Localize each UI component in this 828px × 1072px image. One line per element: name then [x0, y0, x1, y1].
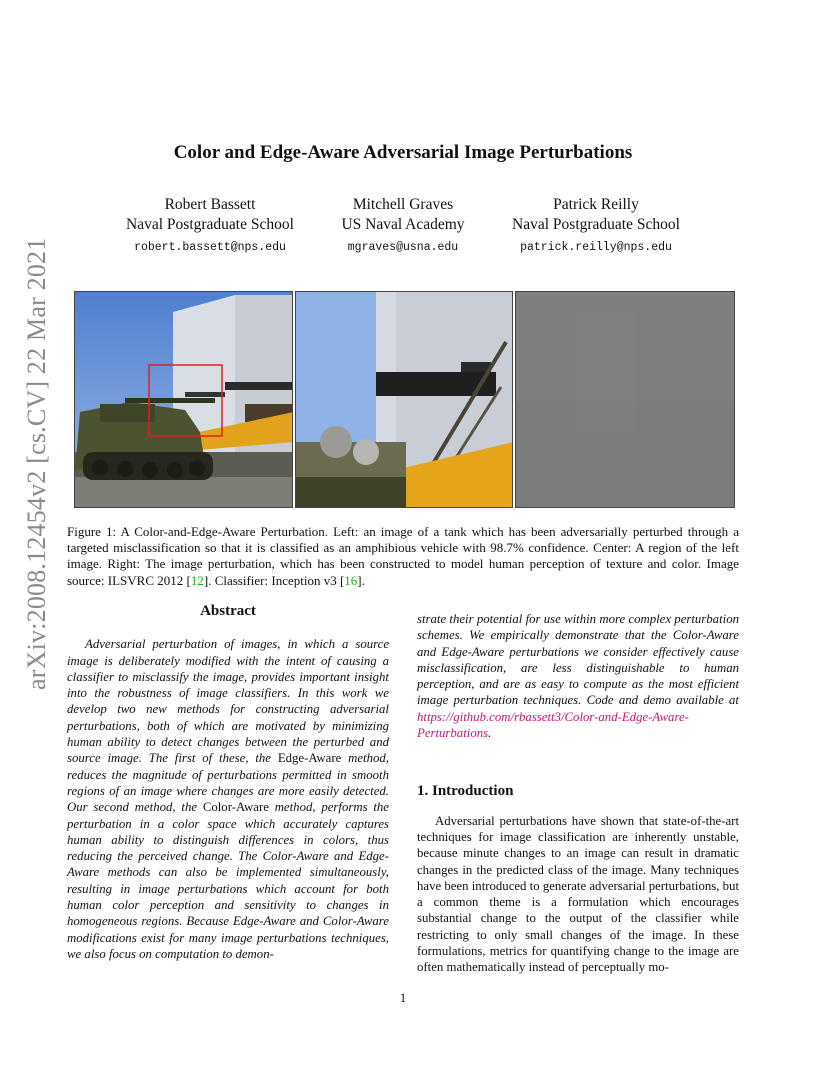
abstract-part: method, reduces the magnitude of perturbations permitted in smooth regions of an image where changes are more easily detected. Our second method, the: [67, 751, 389, 815]
citation-link[interactable]: 16: [344, 572, 358, 588]
code-link[interactable]: https://github.com/rbassett3/Color-and-Edge-Aware-Perturbations: [417, 709, 689, 741]
author-name: Robert Bassett: [164, 196, 256, 213]
author-1: [110, 195, 310, 258]
term-edge-aware: Edge-Aware: [277, 751, 342, 766]
caption-text: ]. Classifier: Inception v3 [: [203, 572, 345, 588]
arxiv-stamp: arXiv:2008.12454v2 [cs.CV] 22 Mar 2021: [22, 237, 51, 690]
author-name: Patrick Reilly: [553, 196, 639, 213]
author-3: [496, 195, 696, 258]
introduction-text: Adversarial perturbations have shown that state-of-the-art techniques for image classification are inherently unstable, because minute changes to an image can result in dramatic changes in the predicted class of the image. Many techniques have been introduced to generate adversarial perturbations, but a common theme is a formulation which encourages substantial change to the output of the classifier while restricting to only small changes of the image. In these formulations, metrics for quantifying change to the image are often mathematically instead of perceptually mo-: [417, 813, 739, 975]
author-affiliation: US Naval Academy: [341, 216, 465, 233]
abstract-part: .: [488, 726, 492, 741]
author-2: [318, 195, 488, 258]
paper-title: Color and Edge-Aware Adversarial Image Perturbations: [173, 142, 633, 163]
abstract-section: [67, 603, 389, 962]
abstract-text: [67, 636, 389, 962]
author-email: mgraves@usna.edu: [347, 241, 459, 254]
author-name: Mitchell Graves: [352, 196, 454, 213]
introduction-heading: 1. Introduction: [417, 783, 514, 800]
caption-text: ].: [357, 572, 365, 588]
abstract-heading: Abstract: [200, 603, 256, 619]
caption-text: Figure 1: A Color-and-Edge-Aware Perturbation. Left: an image of a tank which has been adversarially perturbed through a targeted misclassification so that it is classified as an amphibious vehicle with 98.7% confidence. Center: A region of the left image. Right: The image perturbation, which has been constructed to model human perception of texture and color. Image source: ILSVRC 2012 [: [67, 524, 739, 588]
abstract-continued: [417, 611, 739, 741]
author-affiliation: Naval Postgraduate School: [126, 216, 294, 233]
citation-link[interactable]: 12: [190, 572, 204, 588]
author-email: patrick.reilly@nps.edu: [520, 241, 672, 254]
figure-left-image: [74, 291, 293, 508]
author-email: robert.bassett@nps.edu: [134, 241, 286, 254]
abstract-part: Adversarial perturbation of images, in which a source image is deliberately modified with the intent of causing a classifier to misclassify the image, provides important insight into the robustness of image classifiers. In this work we develop two new methods for constructing adversarial perturbations, both of which are motivated by minimizing human ability to detect changes between the perturbed and source image. The first of these, the: [67, 637, 389, 766]
author-affiliation: Naval Postgraduate School: [512, 216, 680, 233]
abstract-part: strate their potential for use within more complex perturbation schemes. We empirically demonstrate that the Color-Aware and Edge-Aware perturbations we consider effectively cause misclassification, are less distinguishable to human perception, and are as easy to compute as the most efficient image perturbation techniques. Code and demo available at: [417, 612, 739, 708]
figure-center-image: [295, 291, 513, 508]
right-column: [417, 611, 739, 976]
figure-right-perturbation: [515, 291, 735, 508]
page-number: 1: [399, 990, 407, 1005]
term-color-aware: Color-Aware: [202, 800, 269, 815]
abstract-part: method, performs the perturbation in a color space which accurately captures human ability to distinguish differences in colors, thus reducing the perceived change. The Color-Aware and Edge-Aware methods can also be implemented simultaneously, resulting in image perturbations which account for both human color perception and sensitivity to changes in homogeneous regions. Because Edge-Aware and Color-Aware modifications exist for many image perturbations techniques, we also focus on computation to demon-: [67, 800, 389, 961]
figure-caption: [67, 524, 739, 589]
